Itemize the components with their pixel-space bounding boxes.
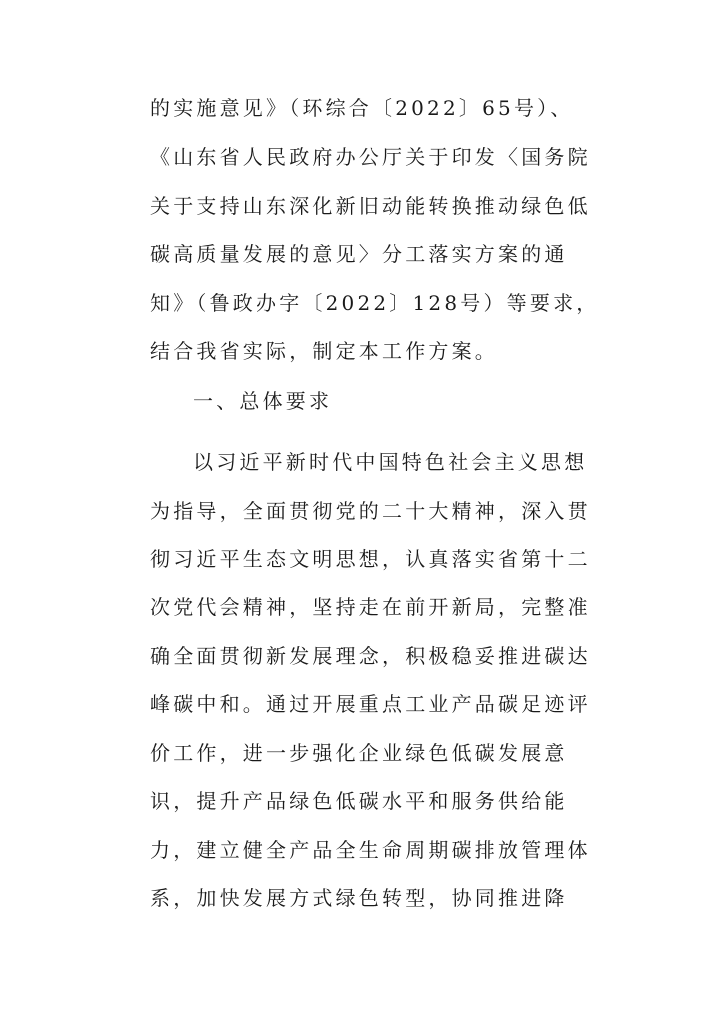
body-text-line: 的实施意见》（环综合〔2022〕65号）、	[150, 96, 574, 120]
body-text-line: 知》（鲁政办字〔2022〕128号）等要求，	[150, 291, 600, 315]
body-text-line: 次党代会精神，坚持走在前开新局，完整准	[150, 595, 591, 619]
body-text-line: 峰碳中和。通过开展重点工业产品碳足迹评	[150, 692, 591, 716]
paragraph-first-line: 以习近平新时代中国特色社会主义思想	[193, 450, 588, 474]
body-text-line: 价工作，进一步强化企业绿色低碳发展意	[150, 741, 568, 765]
body-text-line: 识，提升产品绿色低碳水平和服务供给能	[150, 789, 568, 813]
body-text-line: 为指导，全面贯彻党的二十大精神，深入贯	[150, 499, 591, 523]
section-heading: 一、总体要求	[193, 389, 333, 413]
body-text-line: 碳高质量发展的意见〉分工落实方案的通	[150, 242, 568, 266]
body-text-line: 结合我省实际，制定本工作方案。	[150, 339, 498, 363]
body-text-line: 关于支持山东深化新旧动能转换推动绿色低	[150, 194, 591, 218]
body-text-line: 系，加快发展方式绿色转型，协同推进降	[150, 886, 568, 910]
body-text-line: 《山东省人民政府办公厅关于印发〈国务院	[150, 145, 591, 169]
body-text-line: 力，建立健全产品全生命周期碳排放管理体	[150, 838, 591, 862]
body-text-line: 彻习近平生态文明思想，认真落实省第十二	[150, 547, 591, 571]
body-text-line: 确全面贯彻新发展理念，积极稳妥推进碳达	[150, 644, 591, 668]
